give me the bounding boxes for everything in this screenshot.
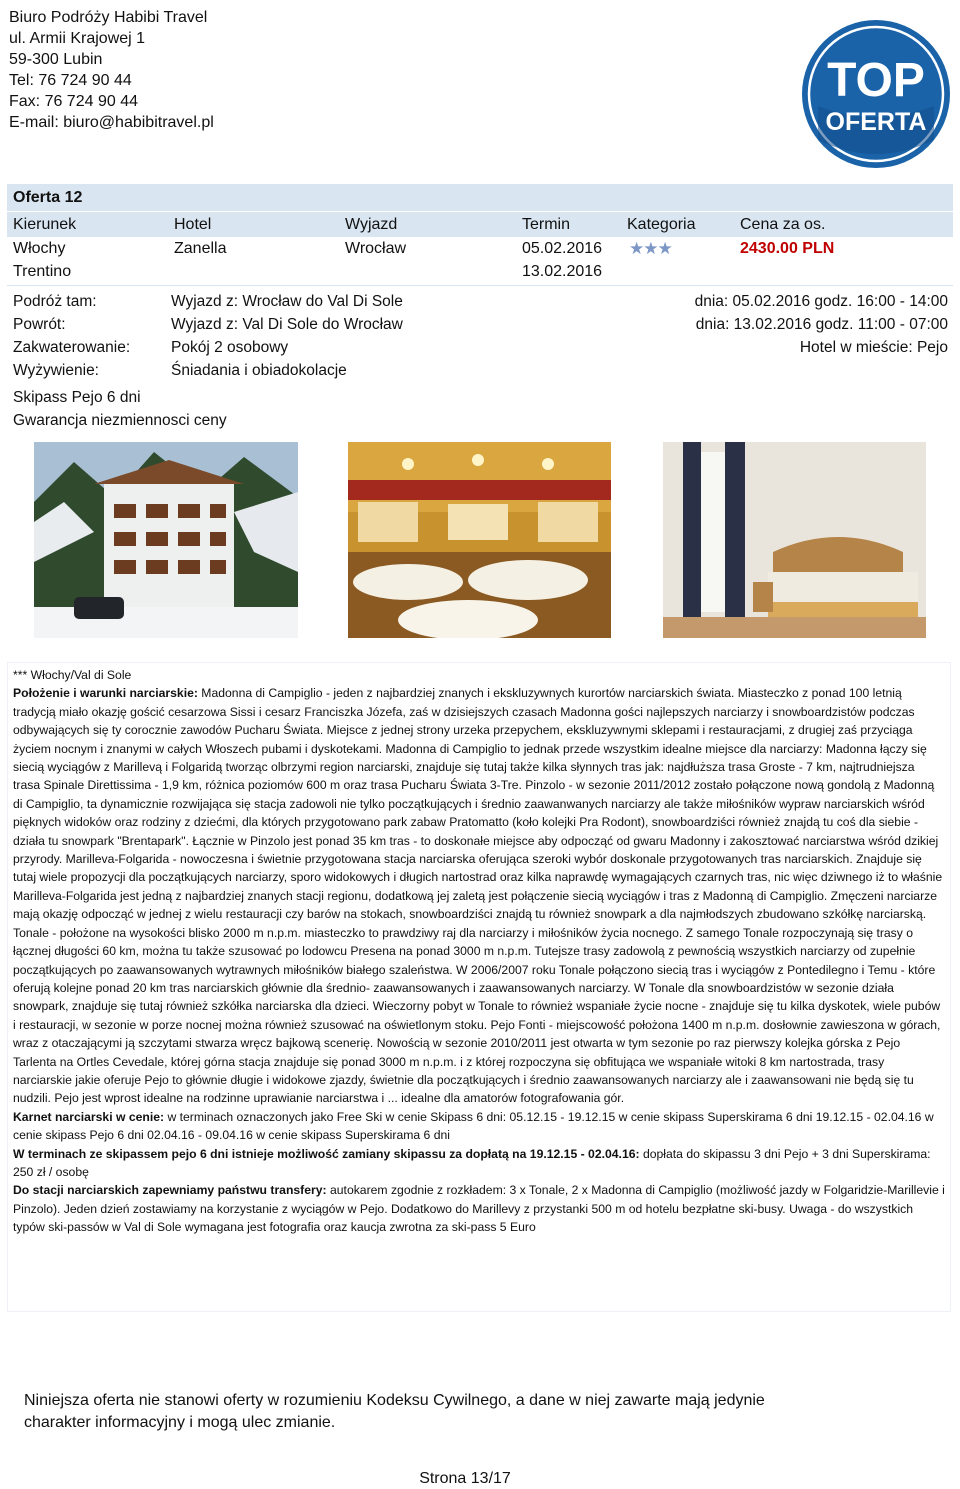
transfer-heading: Do stacji narciarskich zapewniamy państwu transfery: xyxy=(13,1183,327,1198)
header-wyjazd: Wyjazd xyxy=(345,216,398,233)
destination-description xyxy=(7,662,951,1312)
agency-contact-block xyxy=(9,7,214,133)
travel-details xyxy=(13,290,948,432)
legal-disclaimer: Niniejsza oferta nie stanowi oferty w rozumieniu Kodeksu Cywilnego, a dane w niej zawarte mają jedynie charakter informacyjny i mogą ulec zmianie. xyxy=(24,1392,765,1431)
location-heading: Położenie i warunki narciarskie: xyxy=(13,686,198,701)
detail-row-board xyxy=(13,359,948,382)
description-location-paragraph xyxy=(13,684,945,1107)
agency-email: E-mail: biuro@habibitravel.pl xyxy=(9,114,214,131)
description-heading: *** Włochy/Val di Sole xyxy=(13,668,132,682)
accommodation-label: Zakwaterowanie: xyxy=(13,339,131,356)
agency-street: ul. Armii Krajowej 1 xyxy=(9,30,146,47)
offer-title: Oferta 12 xyxy=(7,184,953,212)
offer-value-row xyxy=(7,237,953,286)
value-wyjazd: Wrocław xyxy=(345,240,407,257)
skipass-heading: Karnet narciarski w cenie: xyxy=(13,1109,165,1124)
value-termin-end: 13.02.2016 xyxy=(522,263,603,280)
price-guarantee-note: Gwarancja niezmiennosci ceny xyxy=(13,412,227,429)
detail-row-outbound xyxy=(13,290,948,313)
skipass-note: Skipass Pejo 6 dni xyxy=(13,389,141,406)
upgrade-heading: W terminach ze skipassem pejo 6 dni istnieje możliwość zamiany skipassu za dopłatą na 19.12.15 - 02.04.16: xyxy=(13,1146,640,1161)
agency-fax: Fax: 76 724 90 44 xyxy=(9,93,138,110)
outbound-label: Podróż tam: xyxy=(13,293,97,310)
value-termin-start: 05.02.2016 xyxy=(522,240,603,257)
hotel-town: Hotel w mieście: Pejo xyxy=(799,339,948,356)
header-hotel: Hotel xyxy=(174,216,212,233)
outbound-route: Wyjazd z: Wrocław do Val Di Sole xyxy=(171,293,403,310)
restaurant-photo xyxy=(348,442,611,638)
detail-row-skipass xyxy=(13,386,948,409)
description-skipass-paragraph xyxy=(13,1108,945,1145)
logo-oferta-text: OFERTA xyxy=(825,108,927,136)
hotel-exterior-photo xyxy=(34,442,298,638)
return-route: Wyjazd z: Val Di Sole do Wrocław xyxy=(171,316,403,333)
agency-city: 59-300 Lubin xyxy=(9,51,103,68)
board-label: Wyżywienie: xyxy=(13,362,99,379)
detail-row-return xyxy=(13,313,948,336)
detail-row-guarantee xyxy=(13,409,948,432)
offer-summary-table xyxy=(7,184,953,286)
location-text: Madonna di Campiglio - jeden z najbardziej znanych i ekskluzywnych kurortów narciarskich świata. Miasteczko z ponad 100 letnią tradycją miało okazję gościć cesarzowa Sissi i cesarz Franciszka Józefa, zaś w dzisiejszych czasach Madonna gości najlepszych narciarzy i snowboardzistów podczas odbywających się ty corocznie zawodów Pucharu Świata. Miejsce z jednej strony urzeka przepychem, ekskluzywnymi sklepami i restauracjami, z drugiej zaś przyciąga życiem nocnym i znanymi w całych Włoszech pubami i dyskotekami. Madonna di Campiglio to jednak przede wszystkim idealne miejsce dla narciarzy: Madonna łączy się siecią wyciągów z Marillevą i Folgaridą tworząc olbrzymi region narciarski, znajduje się tutaj także kilka słynnych tras jak: najdłuższa trasa Groste - 7 km, najtrudniejsza trasa Spinale Direttissima - 1,9 km, różnica poziomów 600 m oraz trasa Pucharu Świata 3-Tre. Pinzolo - w sezonie 2011/2012 zostało połączone nową gondolą z Madonną di Campiglio, ta dynamicznie rozwijająca się stacja zadowoli nie tylko początkujących i średnio zaawanwanych narciarzy ale także miłośników wypraw narciarskich wśród pięknych widoków oraz rodziny z dziećmi, dla których przygotowano park zabaw Pratomatto (koło kolejki Pra Rodont), snowboardziści również znajdą tu coś dla siebie - działa tu snowpark "Brentapark". Łącznie w Pinzolo jest ponad 35 km tras - to doskonałe miejsce aby odpocząć od gwaru Madonny i zakosztować narciarstwa wśród dzikiej przyrody. Marilleva-Folgarida - nowoczesna i świetnie przygotowana stacja narciarska oferująca szeroki wybór doskonale przygotowanych tras narciarskich. Znajduje się tutaj wiele propozycji dla początkujących narciarzy, sporo widokowych i długich nartostrad oraz kilka naprawdę wymagających czarnych tras, nic więc dziwnego iż to właśnie Marilleva-Folgarida jest jedną z najbardziej znanych stacji regionu, dodatkową jej zaletą jest połączenie siecią wyciągów i tras z Madonną di Campiglio. Zmęczeni narciarze mają okazję odpocząć w jednej z wielu restauracji czy barów na stokach, snowboardziści znajdą tu również snowpark a dla najmłodszych zbudowano szkółkę narciarską. Tonale - położone na wysokości blisko 2000 m n.p.m. miasteczko to prawdziwy raj dla narciarzy i miłośników życia nocnego. Z samego Tonale rozpoczynają się trasy o łącznej długości 60 km, można tu także szusować po lodowcu Presena na ponad 3000 m n.p.m. Tutejsze trasy zadowolą z pewnością wszystkich narciarzy od zupełnie początkujących po zaawansowanych wytrawnych miłośników białego szaleństwa. W 2006/2007 roku Tonale połączono siecią tras i wyciągów z Pontedilegno i Temu - które oferują kolejne ponad 20 km tras narciarskich głównie dla średnio- zaawansowanych i zaawansowanych narciarzy. W Tonale dla snowboardzistów w sezonie działa snowpark, znajduje się tutaj również szkółka narciarska dla dzieci. Wieczorny pobyt w Tonale to również wspaniałe życie nocne - znajduje się tu kilka dyskotek, wiele pubów i restauracji, w sezonie w porze nocnej można również szusować na oświetlonym stoku. Pejo Fonti - miejscowość położona 1400 m n.p.m. dosłownie zawieszona w górach, wraz z otaczającymi ją szczytami stwarza wręcz bajkową scenerię. Nowością w sezonie 2010/2011 jest otwarta w tym sezonie po raz pierwszy kolejka górska z Pejo Tarlenta na Ortles Cevedale, której górna stacja znajduje się ponad 3000 m n.p.m. i z której rozpoczyna się obfitująca we wspaniałe witoki 8 km nartostrada, trasy narciarskie jakie oferuje Pejo to głównie długie i widokowe zjazdy, świetnie dla początkujących i średnio zaawansowanych narciarzy ale i zaawansowani nie będą się tu nudzili. Pejo jest wprost idealne na rodzinne uprawianie narciarstwa i ... idealne dla amatorów fotografowania gór. xyxy=(13,686,943,1106)
board-value: Śniadania i obiadokolacje xyxy=(171,362,347,379)
offer-header-row xyxy=(7,212,953,237)
value-hotel: Zanella xyxy=(174,240,227,257)
return-date: dnia: 13.02.2016 godz. 11:00 - 07:00 xyxy=(695,316,948,333)
transfer-text: autokarem zgodnie z rozkładem: 3 x Tonale, 2 x Madonna di Campiglio (możliwość jazdy w Folgaridzie-Marillevie i Pinzolo). Jeden dzień zostawiamy na korzystanie z wyciągów w Pejo. Dodatkowo do Marillevy z przystanki 500 m od hotelu bezpłatne ski-busy. Uwaga - do wszystkich typów ski-passów w Val di Sole wymagana jest fotografia oraz kaucja zwrotna za ski-pass 5 Euro xyxy=(13,1183,945,1235)
logo-top-text: TOP xyxy=(827,54,925,107)
description-transfer-paragraph xyxy=(13,1181,945,1236)
category-star-icon: ★★★ xyxy=(629,239,672,258)
header-kierunek: Kierunek xyxy=(13,216,77,233)
value-kierunek-country: Włochy xyxy=(13,240,66,257)
header-kategoria: Kategoria xyxy=(627,216,696,233)
header-termin: Termin xyxy=(522,216,571,233)
page-number: Strona 13/17 xyxy=(419,1470,511,1487)
detail-row-accommodation xyxy=(13,336,948,359)
description-upgrade-paragraph xyxy=(13,1145,945,1182)
header-cena: Cena za os. xyxy=(740,216,826,233)
skipass-text: w terminach oznaczonych jako Free Ski w cenie Skipass 6 dni: 05.12.15 - 19.12.15 w cenie skipass Superskirama 6 dni 19.12.15 - 02.04.16 w cenie skipass Pejo 6 dni 02.04.16 - 09.04.16 w cenie skipass Superskirama 6 dni xyxy=(13,1109,934,1143)
return-label: Powrót: xyxy=(13,316,66,333)
top-oferta-badge-logo xyxy=(800,8,952,180)
accommodation-value: Pokój 2 osobowy xyxy=(171,339,289,356)
outbound-date: dnia: 05.02.2016 godz. 16:00 - 14:00 xyxy=(694,293,948,310)
agency-name: Biuro Podróży Habibi Travel xyxy=(9,9,208,26)
upgrade-text: dopłata do skipassu 3 dni Pejo + 3 dni Superskirama: 250 zł / osobę xyxy=(13,1146,931,1179)
value-price: 2430.00 PLN xyxy=(740,240,835,257)
hotel-room-photo xyxy=(663,442,926,638)
value-kierunek-region: Trentino xyxy=(13,263,72,280)
agency-phone: Tel: 76 724 90 44 xyxy=(9,72,132,89)
